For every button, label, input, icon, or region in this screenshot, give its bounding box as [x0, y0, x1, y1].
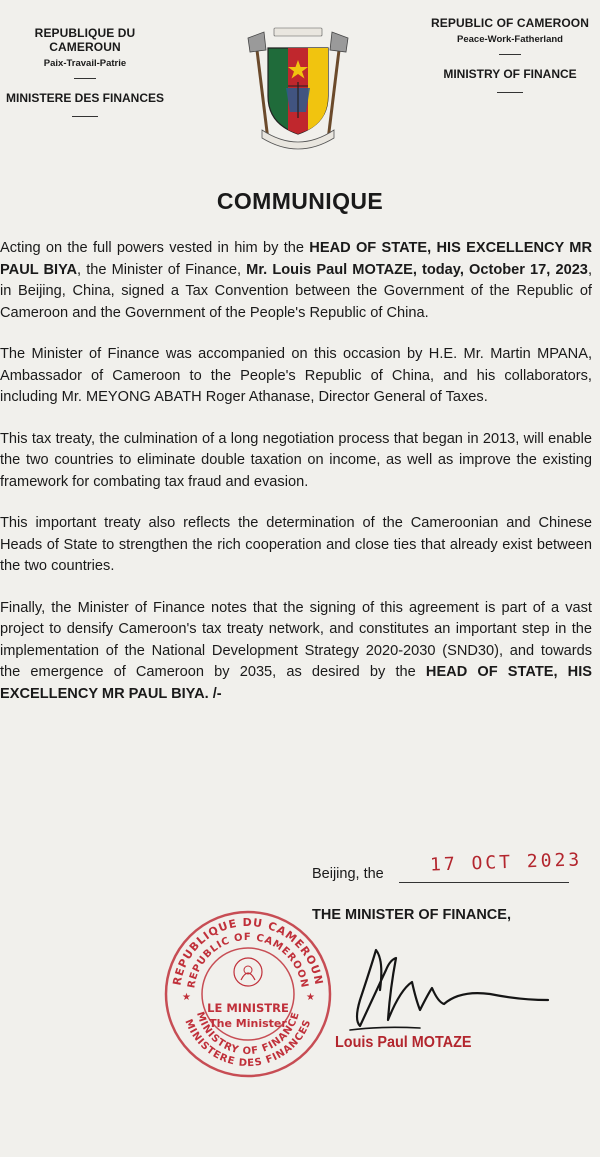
- seal-bottom-en: MINISTRY OF FINANCE: [194, 1010, 302, 1058]
- header-left-motto: Paix-Travail-Patrie: [43, 58, 127, 69]
- seal-star-left-icon: ★: [182, 992, 191, 1003]
- paragraph-5-bold-a: HEAD OF STATE, HIS EXCELLENCY MR PAUL BIYA. /-: [0, 664, 592, 702]
- header-right-divider-2: [497, 92, 523, 93]
- header-left: [0, 26, 170, 117]
- seal-center-en: The Minister: [209, 1017, 287, 1030]
- header-left-country: REPUBLIQUE DU CAMEROUN: [34, 26, 136, 54]
- header-left-divider: [74, 78, 96, 79]
- paragraph-1-text-b: , the Minister of Finance,: [77, 261, 247, 278]
- signatory-name: Louis Paul MOTAZE: [335, 1034, 472, 1051]
- paragraph-5: [0, 598, 592, 706]
- header-left-ministry: MINISTERE DES FINANCES: [5, 91, 164, 105]
- header-right-country: REPUBLIC OF CAMEROON: [431, 16, 589, 30]
- header-right: [428, 16, 592, 93]
- header-left-divider-2: [72, 116, 98, 117]
- seal-star-right-icon: ★: [306, 992, 315, 1003]
- paragraph-5-text-a: Finally, the Minister of Finance notes that the signing of this agreement is part of a vast project to densify Cameroon's tax treaty network, and constitutes an important step in the implementation of the National Development Strategy 2020-2030 (SND30), and towards the emergence of Cameroon by 2035, as desired by the: [0, 599, 592, 680]
- header-right-divider: [499, 54, 521, 55]
- seal-center-fr: LE MINISTRE: [207, 1001, 289, 1015]
- paragraph-2: The Minister of Finance was accompanied on this occasion by H.E. Mr. Martin MPANA, Ambassador of Cameroon to the People's Republic of China, and his collaborators, including Mr. MEYONG ABATH Roger Athanase, Director General of Taxes.: [0, 346, 592, 405]
- paragraph-1-text-c: , in Beijing, China, signed a Tax Convention between the Government of the Republic of Cameroon and the Government of the People's Republic of China.: [0, 261, 592, 321]
- paragraph-1-text-a: Acting on the full powers vested in him by the: [0, 240, 310, 256]
- signatory-title: THE MINISTER OF FINANCE,: [312, 907, 511, 923]
- paragraph-4: This important treaty also reflects the determination of the Cameroonian and Chinese Heads of State to strengthen the rich cooperation and close ties that already exist between the two countries.: [0, 515, 592, 574]
- seal-outer-en: REPUBLIC OF CAMEROON: [186, 931, 310, 990]
- paragraph-1: [0, 238, 592, 324]
- paragraph-1-bold-b: Mr. Louis Paul MOTAZE, today, October 17, 2023: [246, 261, 588, 278]
- coat-of-arms-icon: [238, 22, 358, 152]
- seal-bottom-fr: MINISTERE DES FINANCES: [182, 1017, 314, 1070]
- document-body: [0, 238, 592, 725]
- header-right-motto: Peace-Work-Fatherland: [457, 34, 563, 45]
- place-label: Beijing, the: [312, 866, 384, 882]
- date-underline: [399, 882, 569, 883]
- paragraph-3: This tax treaty, the culmination of a long negotiation process that began in 2013, will enable the two countries to eliminate double taxation on income, as well as improve the existing framework for combating tax fraud and evasion.: [0, 430, 592, 490]
- signature-icon: [320, 930, 560, 1040]
- document-title: COMMUNIQUE: [216, 188, 384, 214]
- header-right-ministry: MINISTRY OF FINANCE: [443, 67, 577, 81]
- date-stamp: 17 OCT 2023: [429, 849, 583, 876]
- seal-outer-fr: REPUBLIQUE DU CAMEROUN: [170, 915, 326, 987]
- official-seal-icon: [162, 908, 334, 1080]
- paragraph-1-bold-a: HEAD OF STATE, HIS EXCELLENCY MR PAUL BIYA: [0, 240, 592, 278]
